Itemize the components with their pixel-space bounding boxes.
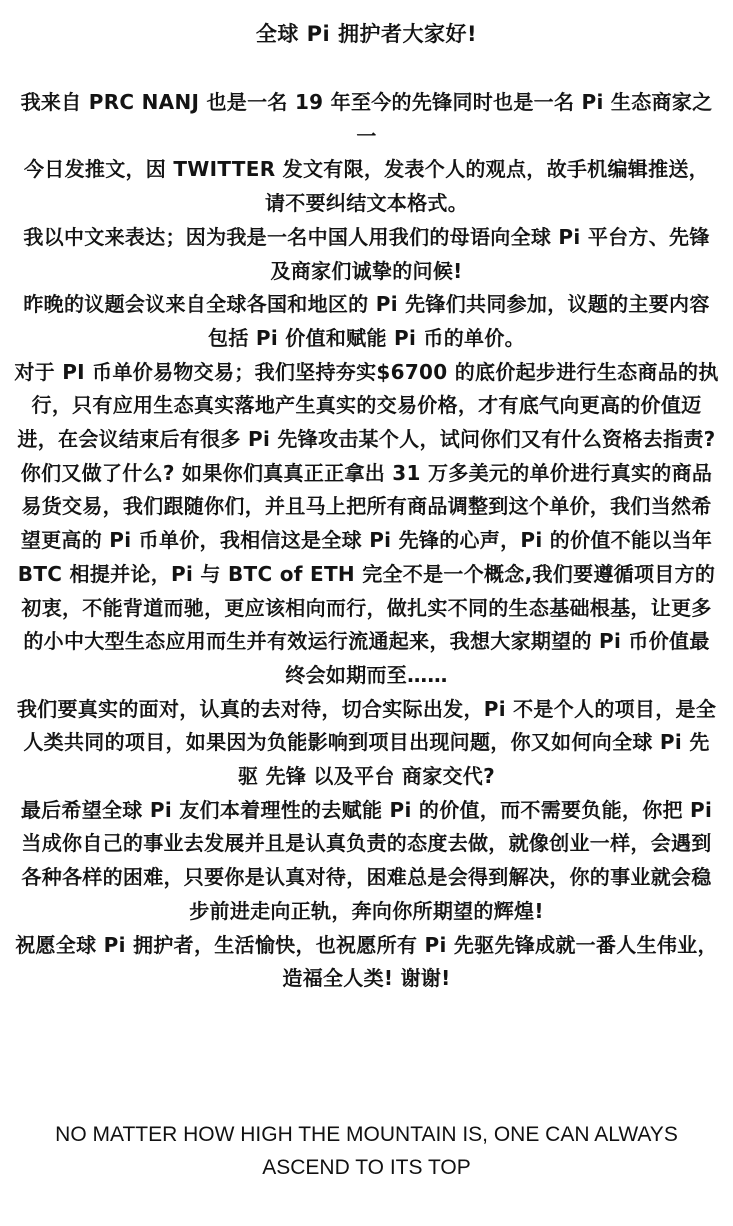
paragraph-greeting: 我以中文来表达；因为我是一名中国人用我们的母语向全球 Pi 平台方、先锋及商家们诚挚的问候! xyxy=(23,224,710,283)
paragraph-price: 对于 PI 币单价易物交易；我们坚持夯实$6700 的底价起步进行生态商品的执行，只有应用生态真实落地产生真实的交易价格，才有底气向更高的价值迈进，在会议结束后有很多 Pi 先锋攻击某个人，试问你们又有什么资格去指责? 你们又做了什么? 如果你们真真正正拿出 31 万多美元的单价进行真实的商品易货交易，我们跟随你们，并且马上把所有商品调整到这个单价，我们当然希望更高的 Pi 币单价，我相信这是全球 Pi 先锋的心声，Pi 的价值不能以当年 BTC 相提并论，Pi 与 BTC of ETH 完全不是一个概念,我们要遵循项目方的初衷，不能背道而驰，更应该相向而行，做扎实不同的生态基础根基，让更多的小中大型生态应用而生并有效运行流通起来，我想大家期望的 Pi 币价值最终会如期而至…… xyxy=(14,359,719,687)
paragraph-intro: 我来自 PRC NANJ 也是一名 19 年至今的先锋同时也是一名 Pi 生态商家之一 xyxy=(20,90,713,148)
paragraph-reality: 我们要真实的面对，认真的去对待，切合实际出发，Pi 不是个人的项目，是全人类共同的项目，如果因为负能影响到项目出现问题，你又如何向全球 Pi 先驱 先锋 以及平台 商家交代? xyxy=(16,696,717,789)
paragraph-wishes: 祝愿全球 Pi 拥护者，生活愉快，也祝愿所有 Pi 先驱先锋成就一番人生伟业，造福全人类! 谢谢! xyxy=(15,932,718,991)
closing-quote: NO MATTER HOW HIGH THE MOUNTAIN IS, ONE CAN ALWAYS ASCEND TO ITS TOP xyxy=(55,1123,678,1179)
document-title: 全球 Pi 拥护者大家好! xyxy=(255,22,478,46)
paragraph-meeting: 昨晚的议题会议来自全球各国和地区的 Pi 先锋们共同参加，议题的主要内容包括 Pi 价值和赋能 Pi 币的单价。 xyxy=(23,292,710,350)
paragraph-hope: 最后希望全球 Pi 友们本着理性的去赋能 Pi 的价值，而不需要负能，你把 Pi 当成你自己的事业去发展并且是认真负责的态度去做，就像创业一样，会遇到各种各样的困难，只要你是认真对待，困难总是会得到解决，你的事业就会稳步前进走向正轨，奔向你所期望的辉煌! xyxy=(20,797,713,923)
document-body xyxy=(14,86,719,996)
paragraph-twitter-note: 今日发推文，因 TWITTER 发文有限，发表个人的观点，故手机编辑推送，请不要纠结文本格式。 xyxy=(24,157,709,216)
